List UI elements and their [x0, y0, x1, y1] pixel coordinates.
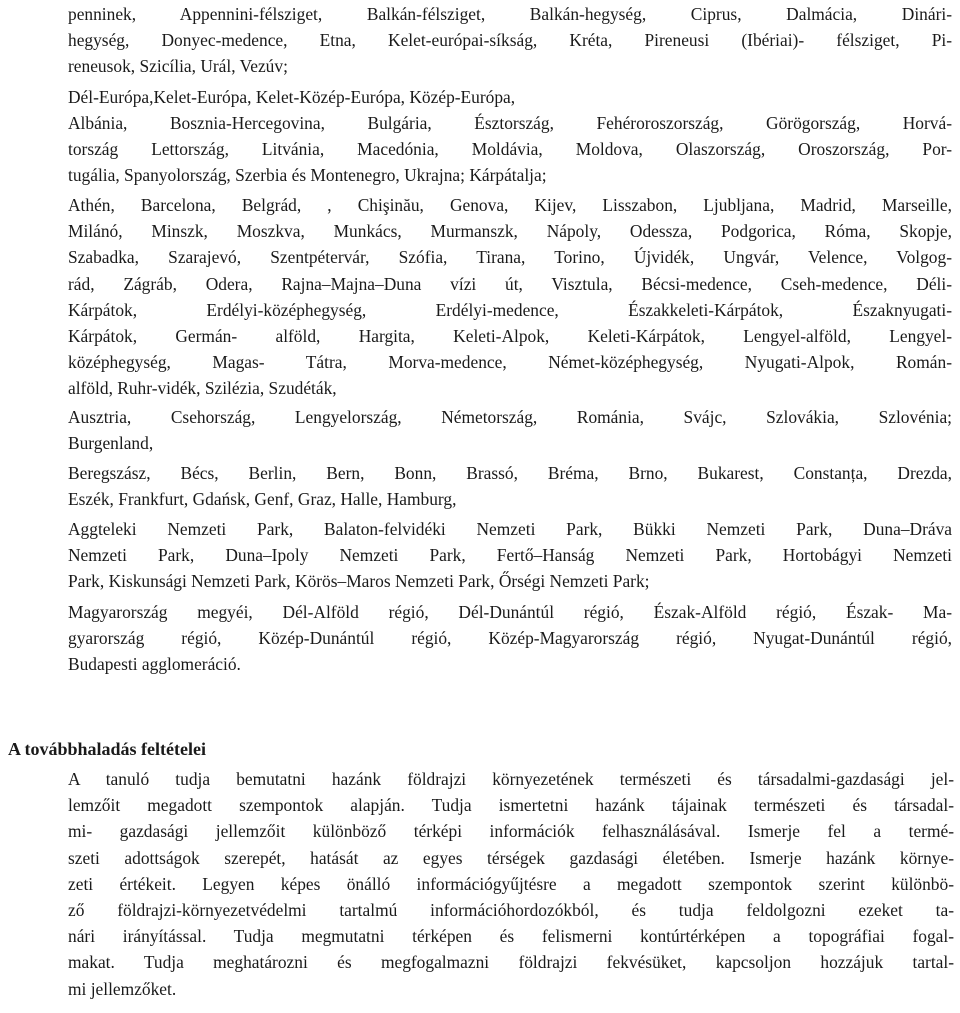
- topography-paragraph-1: [68, 1, 952, 80]
- national-parks-paragraph: [68, 516, 952, 595]
- text-line: alföld, Ruhr-vidék, Szilézia, Szudéták,: [68, 378, 337, 399]
- text-line: Burgenland,: [68, 433, 154, 454]
- text-line: Park, Kiskunsági Nemzeti Park, Körös–Maros Nemzeti Park, Őrségi Nemzeti Park;: [68, 571, 650, 592]
- central-europe-cities-paragraph: [68, 460, 952, 512]
- text-line: Aggteleki Nemzeti Park, Balaton-felvidéki Nemzeti Park, Bükki Nemzeti Park, Duna–Dráva: [68, 519, 952, 539]
- text-line: Kárpátok, Germán- alföld, Hargita, Keleti-Alpok, Keleti-Kárpátok, Lengyel-alföld, Lengyel-: [68, 326, 952, 347]
- text-line: makat. Tudja meghatározni és megfogalmazni földrajzi fekvésüket, kapcsoljon hozzájuk tartal-: [68, 952, 954, 973]
- text-line: rád, Zágráb, Odera, Rajna–Majna–Duna vízi út, Visztula, Bécsi-medence, Cseh-medence, Déli-: [68, 273, 952, 294]
- text-line: Milánó, Minszk, Moszkva, Munkács, Murmanszk, Nápoly, Odessza, Podgorica, Róma, Skopje,: [68, 221, 952, 242]
- text-line: Nemzeti Park, Duna–Ipoly Nemzeti Park, Fertő–Hanság Nemzeti Park, Hortobágyi Nemzeti: [68, 545, 952, 566]
- cities-paragraph: [68, 192, 952, 402]
- text-line: Albánia, Bosznia-Hercegovina, Bulgária, Észtország, Fehéroroszország, Görögország, Horvá-: [68, 113, 952, 133]
- text-line: Kárpátok, Erdélyi-középhegység, Erdélyi-medence, Északkeleti-Kárpátok, Északnyugati-: [68, 299, 952, 320]
- text-line: tország Lettország, Litvánia, Macedónia, Moldávia, Moldova, Olaszország, Oroszország, Por-: [68, 139, 952, 160]
- text-line: tugália, Spanyolország, Szerbia és Montenegro, Ukrajna; Kárpátalja;: [68, 165, 547, 186]
- text-line: penninek, Appennini-félsziget, Balkán-félsziget, Balkán-hegység, Ciprus, Dalmácia, Dinári-: [68, 4, 952, 24]
- text-line: szeti adottságok szerepét, hatását az egyes térségek gazdasági életében. Ismerje hazánk környe-: [68, 847, 954, 868]
- central-europe-countries-paragraph: [68, 404, 952, 456]
- countries-paragraph: [68, 110, 952, 189]
- text-line: ző földrajzi-környezetvédelmi tartalmú információhordozókból, és tudja feldolgozni ezeket ta-: [68, 900, 954, 921]
- text-line: Dél-Európa,Kelet-Európa, Kelet-Közép-Európa, Közép-Európa,: [68, 87, 516, 107]
- text-line: Magyarország megyéi, Dél-Alföld régió, Dél-Dunántúl régió, Észak-Alföld régió, Észak- Ma-: [68, 602, 952, 622]
- text-line: mi jellemzőket.: [68, 978, 177, 999]
- requirements-paragraph: [68, 766, 954, 1002]
- text-line: A tanuló tudja bemutatni hazánk földrajzi környezetének természeti és társadalmi-gazdasági jel-: [68, 769, 954, 789]
- text-line: Beregszász, Bécs, Berlin, Bern, Bonn, Brassó, Bréma, Brno, Bukarest, Constanța, Drezda,: [68, 463, 952, 483]
- text-line: nári irányítással. Tudja megmutatni térképen és felismerni kontúrtérképen a topográfiai fogal-: [68, 926, 954, 947]
- section-heading: A továbbhaladás feltételei: [8, 739, 206, 759]
- regions-paragraph: [68, 84, 952, 110]
- text-line: Ausztria, Csehország, Lengyelország, Németország, Románia, Svájc, Szlovákia, Szlovénia;: [68, 407, 952, 427]
- text-line: Athén, Barcelona, Belgrád, , Chişinău, Genova, Kijev, Lisszabon, Ljubljana, Madrid, Marseille,: [68, 195, 952, 215]
- text-line: zeti értékeit. Legyen képes önálló információgyűjtésre a megadott szempontok szerint különbö-: [68, 873, 954, 894]
- text-line: középhegység, Magas- Tátra, Morva-medence, Német-középhegység, Nyugati-Alpok, Román-: [68, 352, 952, 373]
- text-line: lemzőit megadott szempontok alapján. Tudja ismertetni hazánk tájainak természeti és társadal-: [68, 795, 954, 816]
- text-line: mi- gazdasági jellemzőit különböző térképi információk felhasználásával. Ismerje fel a termé-: [68, 821, 954, 842]
- text-line: Eszék, Frankfurt, Gdańsk, Genf, Graz, Halle, Hamburg,: [68, 489, 457, 510]
- text-line: reneusok, Szicília, Urál, Vezúv;: [68, 56, 288, 77]
- text-line: Szabadka, Szarajevó, Szentpétervár, Szófia, Tirana, Torino, Újvidék, Ungvár, Velence, Volgog-: [68, 247, 952, 268]
- text-line: hegység, Donyec-medence, Etna, Kelet-európai-síkság, Kréta, Pireneusi (Ibériai)- félsziget, Pi-: [68, 30, 952, 51]
- text-line: gyarország régió, Közép-Dunántúl régió, Közép-Magyarország régió, Nyugat-Dunántúl régió,: [68, 628, 952, 649]
- hungary-regions-paragraph: [68, 599, 952, 678]
- text-line: Budapesti agglomeráció.: [68, 654, 241, 675]
